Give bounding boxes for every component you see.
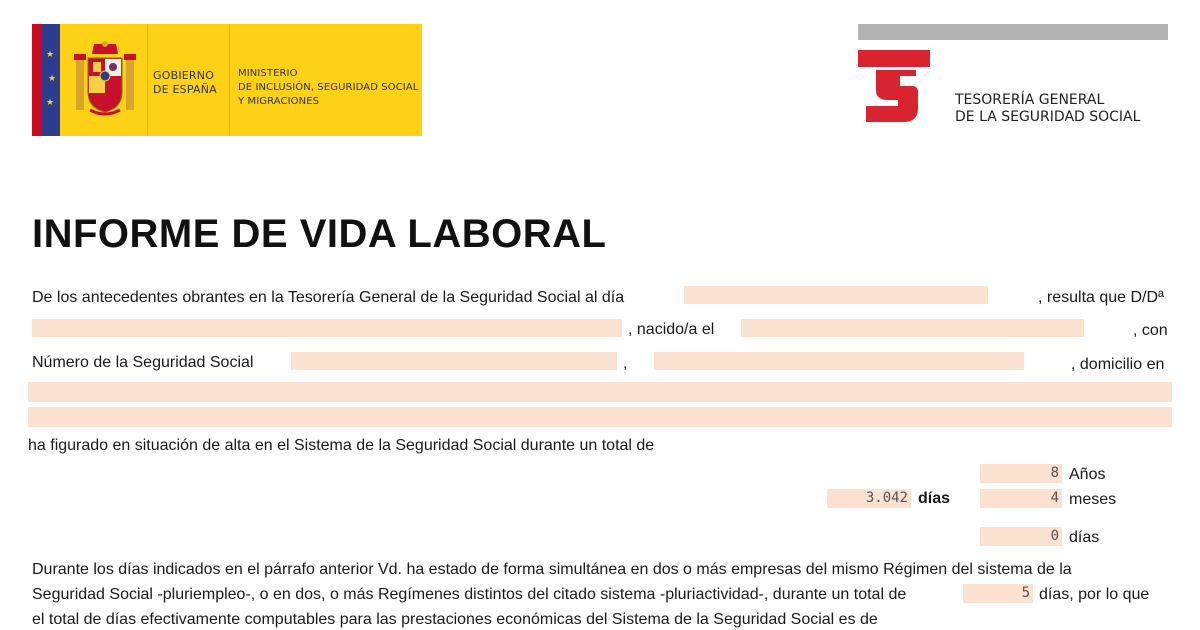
coat-of-arms-icon bbox=[72, 40, 138, 120]
pluri-days-value: 5 bbox=[963, 584, 1033, 603]
eu-flag-strip bbox=[42, 24, 60, 136]
paragraph-line-2-suffix: días, por lo que bbox=[1039, 586, 1150, 603]
ministry-line-1: MINISTERIO bbox=[238, 68, 298, 79]
flag-strip-red bbox=[32, 24, 42, 136]
address-field-2[interactable] bbox=[28, 407, 1172, 427]
gobierno-de-espana-text bbox=[153, 69, 217, 97]
ssn-field[interactable] bbox=[291, 352, 617, 370]
days-label: días bbox=[1069, 529, 1100, 546]
tgss-line-2: DE LA SEGURIDAD SOCIAL bbox=[955, 109, 1141, 125]
name-field[interactable] bbox=[32, 319, 622, 337]
ssn-label: Número de la Seguridad Social bbox=[32, 354, 254, 371]
birth-date-field[interactable] bbox=[741, 319, 1084, 337]
address-field-1[interactable] bbox=[28, 382, 1172, 402]
paragraph-line-2: Seguridad Social -pluriempleo-, o en dos, o más Regímenes distintos del citado sistema -pluriactividad-, durante un total de bbox=[32, 586, 907, 603]
days-total-label: días bbox=[918, 490, 951, 507]
star-icon: ★ bbox=[48, 73, 57, 83]
id-document-field[interactable] bbox=[654, 352, 1024, 370]
star-icon: ★ bbox=[46, 49, 55, 59]
tgss-line-1: TESORERÍA GENERAL bbox=[955, 92, 1105, 108]
comma-label: , bbox=[623, 355, 628, 372]
paragraph-line-3: el total de días efectivamente computables para las prestaciones económicas del Sistema de la Seguridad Social es de bbox=[32, 611, 878, 628]
intro-line-1: De los antecedentes obrantes en la Tesorería General de la Seguridad Social al día bbox=[32, 289, 625, 306]
tgss-name bbox=[955, 92, 1140, 126]
ministry-name bbox=[238, 67, 418, 109]
document-title: INFORME DE VIDA LABORAL bbox=[32, 212, 607, 256]
con-label: , con bbox=[1133, 322, 1168, 339]
logo-divider bbox=[147, 24, 148, 136]
domicilio-label: , domicilio en bbox=[1071, 356, 1165, 373]
paragraph-line-1: Durante los días indicados en el párrafo anterior Vd. ha estado de forma simultánea en dos o más empresas del mismo Régimen del sistema de la bbox=[32, 561, 1072, 578]
months-value: 4 bbox=[980, 489, 1062, 508]
tgss-logo-icon bbox=[858, 50, 930, 122]
ministry-line-3: Y MIGRACIONES bbox=[238, 96, 320, 107]
months-label: meses bbox=[1069, 491, 1117, 508]
star-icon: ★ bbox=[46, 97, 55, 107]
nacido-label: , nacido/a el bbox=[628, 321, 715, 338]
tgss-gray-bar bbox=[858, 24, 1168, 40]
years-value: 8 bbox=[980, 464, 1062, 483]
date-field[interactable] bbox=[684, 286, 988, 304]
days-value: 0 bbox=[980, 527, 1062, 546]
gobierno-line: GOBIERNO bbox=[153, 69, 215, 82]
intro-line-1-suffix: , resulta que D/Dª bbox=[1038, 289, 1164, 306]
logo-divider bbox=[229, 24, 230, 136]
days-total-value: 3.042 bbox=[827, 489, 911, 508]
alta-text: ha figurado en situación de alta en el Sistema de la Seguridad Social durante un total de bbox=[28, 437, 655, 454]
espana-line: DE ESPAÑA bbox=[153, 83, 217, 96]
ministry-line-2: DE INCLUSIÓN, SEGURIDAD SOCIAL bbox=[238, 82, 419, 93]
years-label: Años bbox=[1069, 466, 1106, 483]
